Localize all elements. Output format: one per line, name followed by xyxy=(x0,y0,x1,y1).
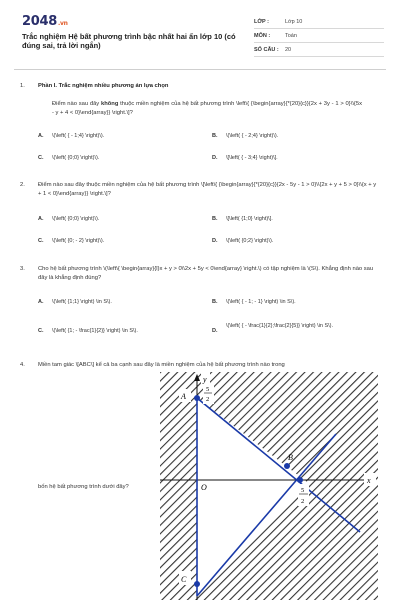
header xyxy=(0,0,400,62)
x-axis-label: x xyxy=(367,476,371,485)
site-logo[interactable] xyxy=(22,14,68,29)
section-heading: Phần I. Trắc nghiệm nhiều phương án lựa chọn xyxy=(38,83,169,89)
option-label: B. xyxy=(212,133,218,139)
coordinate-plane-svg xyxy=(160,372,378,600)
meta-row-count xyxy=(254,43,384,57)
question-text-pre: Điểm nào sau đây xyxy=(52,101,101,107)
option-text: \(\left( { - 1; - 1} \right) \in S\). xyxy=(226,299,296,305)
question-4-continuation: bốn hệ bất phương trình dưới đây? xyxy=(38,484,129,490)
question-1-text xyxy=(52,100,362,117)
meta-row-class xyxy=(254,15,384,29)
option-label: D. xyxy=(212,328,218,334)
option-label: A. xyxy=(38,133,44,139)
meta-key: MÔN : xyxy=(254,32,271,39)
option-d[interactable] xyxy=(212,322,382,336)
y-fraction-den: 2 xyxy=(206,396,210,403)
option-label: C. xyxy=(38,155,44,161)
option-a[interactable] xyxy=(38,133,104,139)
question-text-post: thuộc miền nghiệm của hệ bất phương trình \left\{ {\begin{array}{*{20}{c}}{2x + 3y - 1 > 0}\\{5x - y + 4 < 0}\end{array}} \right.\]? xyxy=(52,101,362,116)
meta-value: Toán xyxy=(285,32,297,39)
meta-table xyxy=(254,15,384,57)
question-text: Miền tam giác \[ABC\] kể cả ba cạnh sau đây là miền nghiệm của hệ bất phương trình nào trong xyxy=(38,362,285,368)
origin-label: O xyxy=(201,483,207,492)
triangle-figure xyxy=(160,372,378,600)
meta-value: Lớp 10 xyxy=(285,18,303,25)
question-number: 1. xyxy=(20,83,25,89)
question-number: 3. xyxy=(20,266,25,272)
option-a[interactable] xyxy=(38,299,112,305)
option-text: \(\left( { - 2;4} \right)\). xyxy=(226,133,279,139)
option-label: B. xyxy=(212,299,218,305)
meta-key: LỚP : xyxy=(254,18,269,25)
option-text: \(\left( {0;0} \right)\). xyxy=(52,216,100,222)
option-label: B. xyxy=(212,216,218,222)
option-label: D. xyxy=(212,155,218,161)
option-b[interactable] xyxy=(212,216,273,222)
point-x-intercept xyxy=(297,477,303,483)
x-fraction-num: 5 xyxy=(301,487,305,494)
label-a: A xyxy=(181,392,186,401)
option-b[interactable] xyxy=(212,133,278,139)
option-b[interactable] xyxy=(212,299,296,305)
point-c xyxy=(194,581,200,587)
option-text: \(\left( {0;0} \right)\). xyxy=(52,155,100,161)
question-number: 4. xyxy=(20,362,25,368)
option-text: \[\left( { - 3;4} \right)\]. xyxy=(226,155,278,161)
logo-main: 2048 xyxy=(22,14,57,29)
option-label: A. xyxy=(38,299,44,305)
option-text: \[\left( {1;0} \right)\]. xyxy=(226,216,273,222)
question-number: 2. xyxy=(20,182,25,188)
question-text: Điểm nào sau đây thuộc miền nghiệm của hệ bất phương trình \[\left\{ {\begin{array}{*{20}{c}}{2x - 5y - 1 > 0}\\{2x + y + 5 > 0}\\{x + y + 1 < 0}\end{array}} \right.\]? xyxy=(38,182,377,197)
document-title: Trắc nghiệm Hệ bất phương trình bậc nhất hai ẩn lớp 10 (có đúng sai, trả lời ngắn) xyxy=(22,32,236,50)
point-b xyxy=(284,463,290,469)
option-text: \(\left( {0;2} \right)\). xyxy=(226,238,274,244)
option-c[interactable] xyxy=(38,238,104,244)
header-divider xyxy=(14,69,386,70)
option-text: \(\left( {1; - \frac{1}{2}} \right) \in S\). xyxy=(52,328,138,334)
label-c: C xyxy=(181,575,187,584)
option-label: A. xyxy=(38,216,44,222)
meta-row-subject xyxy=(254,29,384,43)
option-text: \(\left( {0; - 2} \right)\). xyxy=(52,238,105,244)
option-text: \(\left( {1;1} \right) \in S\). xyxy=(52,299,112,305)
option-d[interactable] xyxy=(212,238,273,244)
y-fraction-num: 5 xyxy=(206,386,210,393)
logo-suffix: .vn xyxy=(57,20,68,27)
option-a[interactable] xyxy=(38,216,99,222)
meta-key: SỐ CÂU : xyxy=(254,46,279,53)
option-label: D. xyxy=(212,238,218,244)
meta-value: 20 xyxy=(285,46,292,53)
y-axis-label: y xyxy=(203,375,207,384)
option-c[interactable] xyxy=(38,155,99,161)
option-c[interactable] xyxy=(38,328,138,334)
option-text: \(\left( { - \frac{1}{2};\frac{2}{5}} \right) \in S\). xyxy=(226,323,334,329)
question-text: Cho hệ bất phương trình \(\left\{ \begin{array}{l}x + y > 0\\2x + 5y < 0\end{array} \right.\) có tập nghiệm là \(S\). Khẳng định nào sau đây là khẳng định đúng? xyxy=(38,266,374,281)
option-label: C. xyxy=(38,328,44,334)
option-d[interactable] xyxy=(212,155,278,161)
label-b: B xyxy=(288,453,293,462)
x-fraction-den: 2 xyxy=(301,498,305,505)
question-text-emphasis: không xyxy=(100,101,119,107)
point-a xyxy=(194,395,200,401)
option-label: C. xyxy=(38,238,44,244)
option-text: \(\left( { - 1;4} \right)\). xyxy=(52,133,105,139)
